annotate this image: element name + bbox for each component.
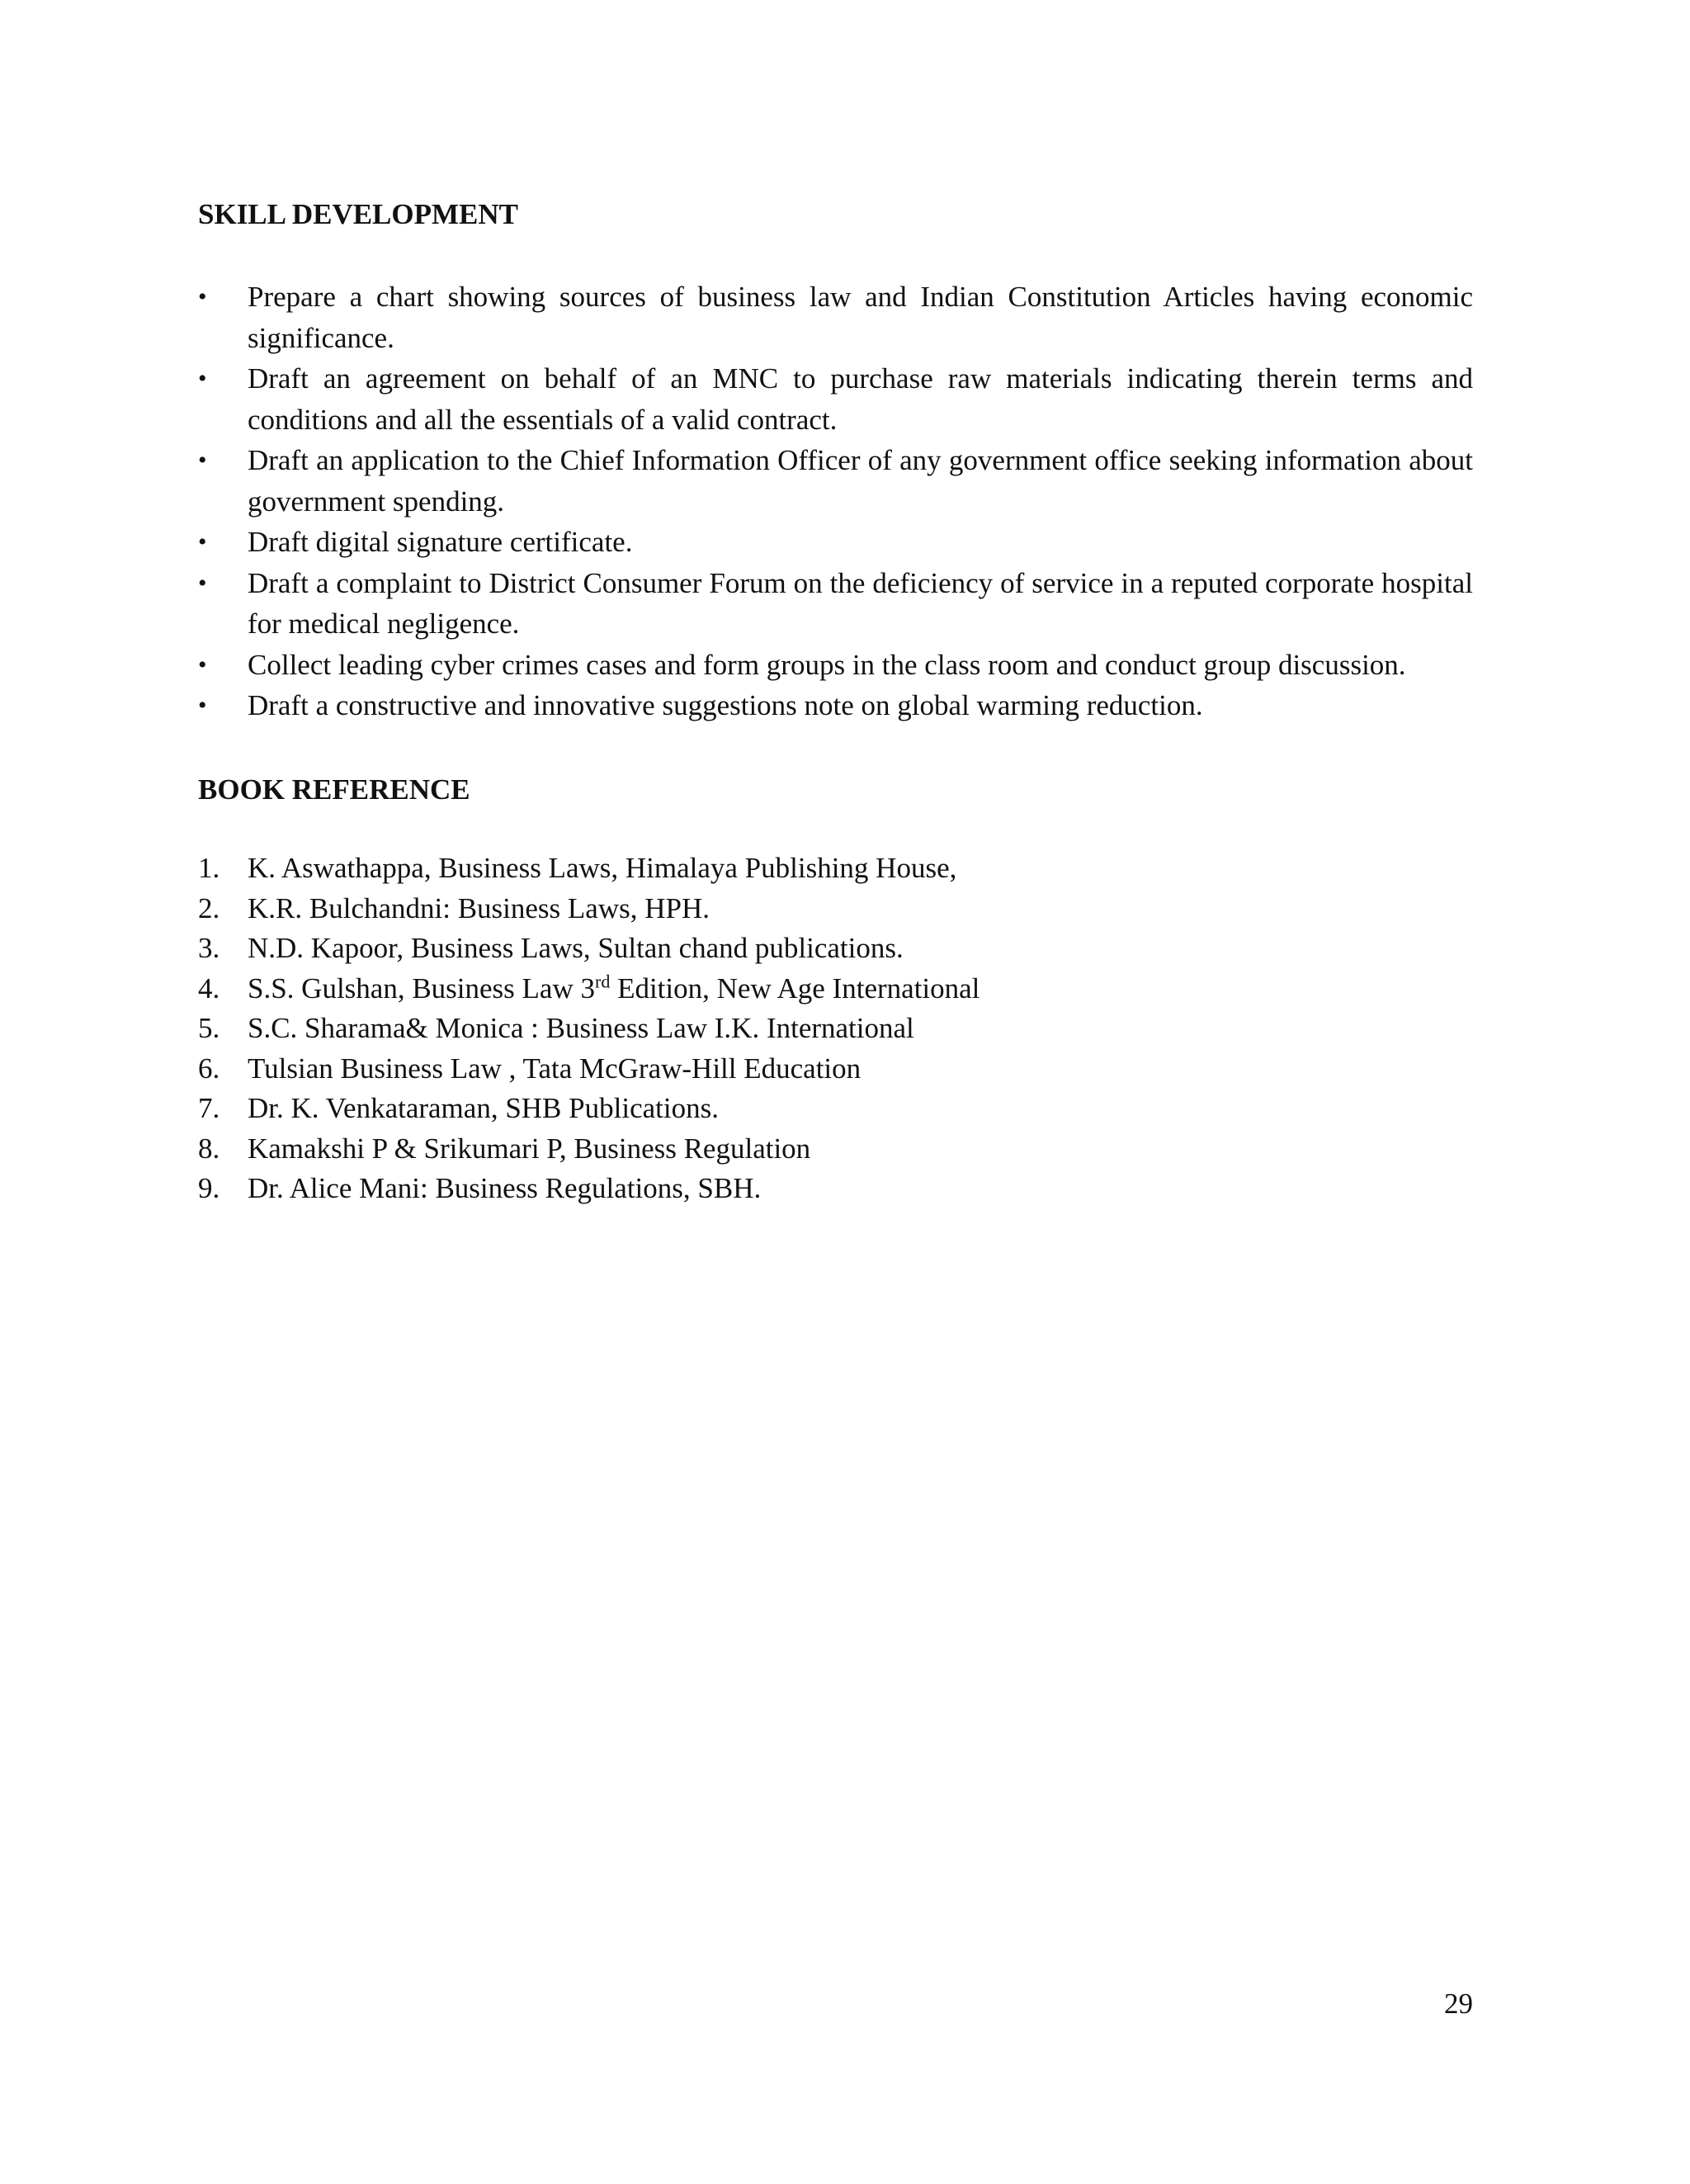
reference-number: 3. xyxy=(198,932,220,964)
skill-item: • Draft digital signature certificate. xyxy=(198,522,1473,563)
skill-development-heading: SKILL DEVELOPMENT xyxy=(198,198,519,230)
bullet-icon: • xyxy=(198,650,207,678)
bullet-icon: • xyxy=(198,692,207,719)
skill-development-list xyxy=(198,277,1473,726)
reference-item: 6. Tulsian Business Law , Tata McGraw-Hill Education xyxy=(198,1049,1473,1090)
reference-item: 3. N.D. Kapoor, Business Laws, Sultan chand publications. xyxy=(198,929,1473,969)
book-reference-list xyxy=(198,849,1473,1209)
skill-item: • Draft an application to the Chief Information Officer of any government office seeking information about government spending. xyxy=(198,440,1473,522)
bullet-icon: • xyxy=(198,447,207,474)
reference-item: 2. K.R. Bulchandni: Business Laws, HPH. xyxy=(198,889,1473,929)
reference-item: 7. Dr. K. Venkataraman, SHB Publications. xyxy=(198,1089,1473,1129)
page-number: 29 xyxy=(1444,1988,1473,2020)
bullet-icon: • xyxy=(198,528,207,555)
bullet-icon: • xyxy=(198,569,207,597)
reference-number: 7. xyxy=(198,1092,220,1124)
reference-number: 9. xyxy=(198,1172,220,1204)
reference-number: 8. xyxy=(198,1132,220,1165)
bullet-icon: • xyxy=(198,365,207,392)
skill-item: • Draft an agreement on behalf of an MNC to purchase raw materials indicating therein terms and conditions and all the essentials of a valid contract. xyxy=(198,358,1473,440)
skill-item: • Draft a complaint to District Consumer Forum on the deficiency of service in a reputed corporate hospital for medical negligence. xyxy=(198,563,1473,645)
reference-item: 8. Kamakshi P & Srikumari P, Business Regulation xyxy=(198,1129,1473,1170)
reference-number: 5. xyxy=(198,1012,220,1044)
skill-item: • Collect leading cyber crimes cases and form groups in the class room and conduct group discussion. xyxy=(198,645,1473,686)
superscript: rd xyxy=(595,970,611,991)
reference-item: 9. Dr. Alice Mani: Business Regulations, SBH. xyxy=(198,1169,1473,1209)
reference-item: 5. S.C. Sharama& Monica : Business Law I.K. International xyxy=(198,1009,1473,1049)
reference-number: 6. xyxy=(198,1052,220,1085)
reference-item: 1. K. Aswathappa, Business Laws, Himalaya Publishing House, xyxy=(198,849,1473,889)
reference-number: 4. xyxy=(198,971,220,1005)
skill-item: • Prepare a chart showing sources of business law and Indian Constitution Articles having economic significance. xyxy=(198,277,1473,358)
reference-number: 1. xyxy=(198,852,220,884)
reference-item: 4. S.S. Gulshan, Business Law 3rd Edition, New Age International xyxy=(198,969,1473,1009)
skill-item: • Draft a constructive and innovative suggestions note on global warming reduction. xyxy=(198,685,1473,726)
book-reference-heading: BOOK REFERENCE xyxy=(198,773,470,806)
reference-number: 2. xyxy=(198,891,220,924)
bullet-icon: • xyxy=(198,283,207,310)
